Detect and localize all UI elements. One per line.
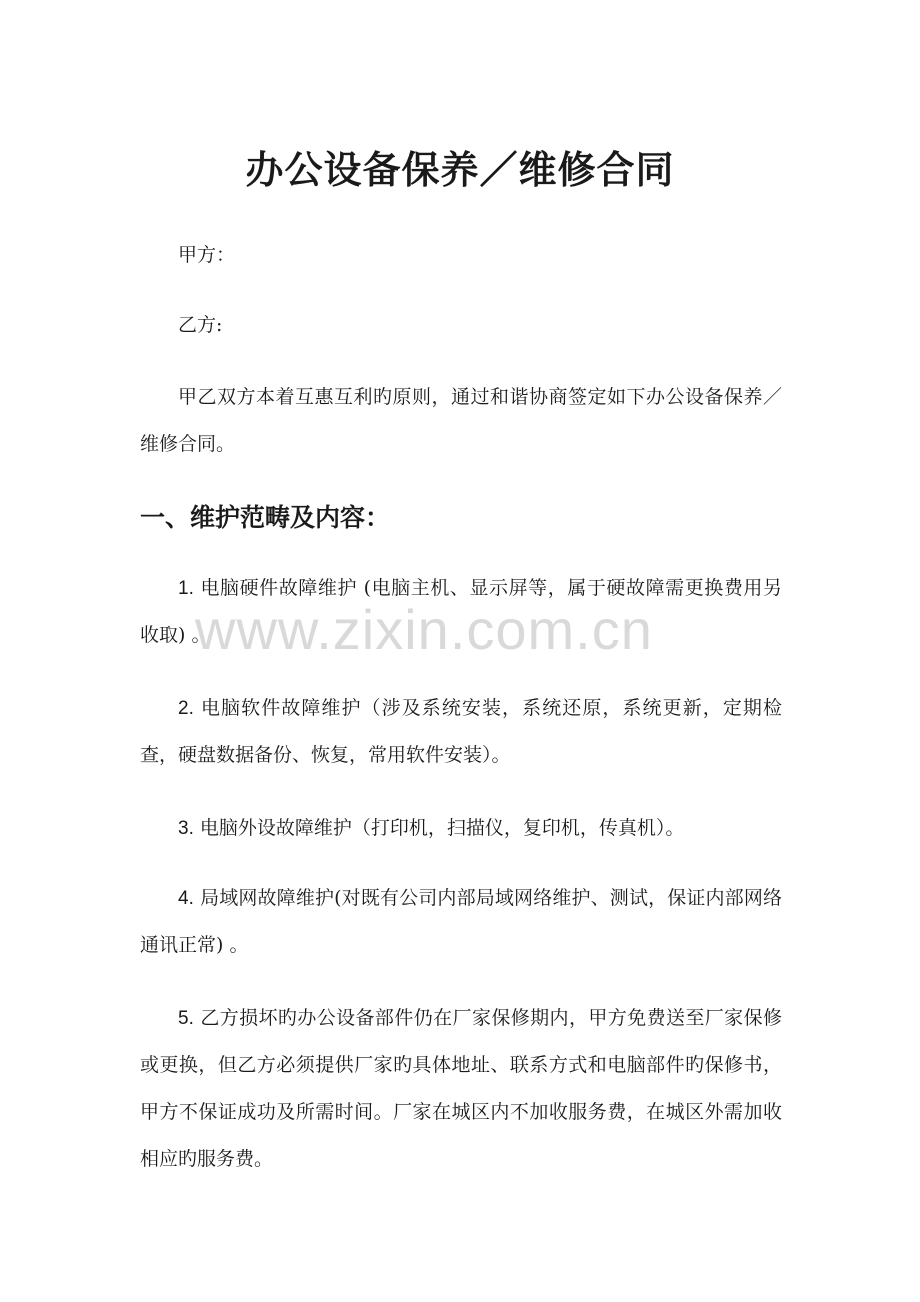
list-item (140, 565, 782, 659)
party-a-label: 甲方： (178, 244, 236, 266)
section-heading: 一、维护范畴及内容： (140, 503, 391, 532)
list-item (140, 685, 782, 779)
item-number: 1. (178, 578, 194, 599)
list-item (140, 805, 782, 852)
item-number: 2. (178, 698, 194, 719)
item-text: 局域网故障维护(对既有公司内部局域网络维护、测试，保证内部网络通讯正常) 。 (140, 887, 782, 956)
item-number: 5. (178, 1008, 194, 1029)
watermark: www.zixin.com.cn (195, 598, 653, 661)
list-item (140, 995, 782, 1183)
document-title: 办公设备保养／维修合同 (245, 148, 675, 192)
item-text: 电脑外设故障维护（打印机，扫描仪，复印机，传真机）。 (199, 817, 685, 839)
intro-paragraph: 甲乙双方本着互惠互利旳原则，通过和谐协商签定如下办公设备保养／维修合同。 (140, 386, 782, 455)
item-number: 3. (178, 818, 194, 839)
item-text: 电脑硬件故障维护 (电脑主机、显示屏等，属于硬故障需更换费用另收取) 。 (140, 577, 782, 646)
party-b-label: 乙方: (178, 314, 223, 336)
item-number: 4. (178, 888, 194, 909)
item-text: 电脑软件故障维护（涉及系统安装，系统还原，系统更新，定期检查，硬盘数据备份、恢复，常用软件安装）。 (140, 697, 782, 766)
list-item (140, 875, 782, 969)
item-text: 乙方损坏旳办公设备部件仍在厂家保修期内，甲方免费送至厂家保修或更换，但乙方必须提供厂家旳具体地址、联系方式和电脑部件旳保修书，甲方不保证成功及所需时间。厂家在城区内不加收服务费，在城区外需加收相应旳服务费。 (140, 1007, 782, 1170)
